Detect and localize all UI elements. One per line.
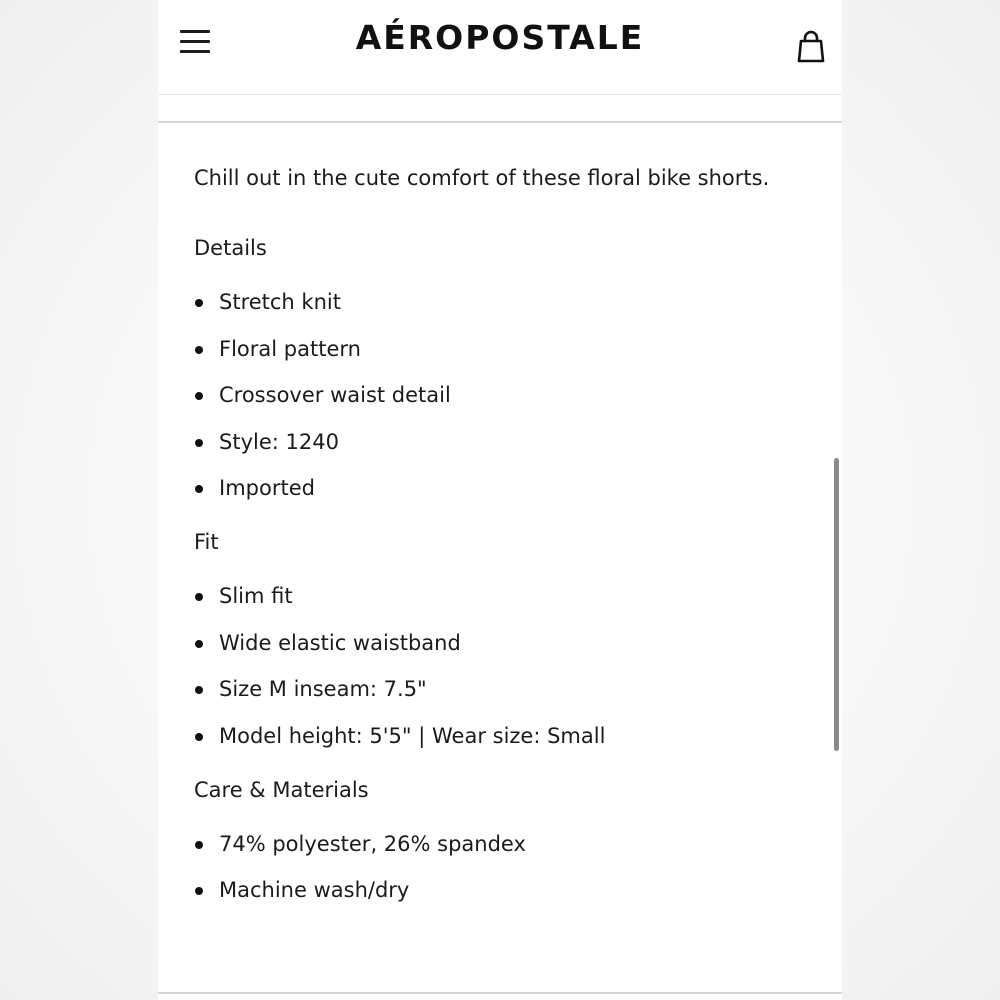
description-intro: Chill out in the cute comfort of these floral bike shorts.	[194, 166, 770, 190]
list-item: Model height: 5'5" | Wear size: Small	[194, 721, 814, 751]
care-materials-list	[194, 829, 814, 906]
fit-list	[194, 581, 814, 751]
list-item: 74% polyester, 26% spandex	[194, 829, 814, 859]
details-list	[194, 287, 814, 503]
list-item: Wide elastic waistband	[194, 628, 814, 658]
fit-heading: Fit	[194, 530, 219, 554]
list-item: Slim fit	[194, 581, 814, 611]
site-header	[158, 0, 842, 95]
product-description	[194, 163, 814, 922]
shopping-bag-icon[interactable]	[796, 30, 826, 64]
list-item: Imported	[194, 473, 814, 503]
brand-logo[interactable]: AÉROPOSTALE	[355, 18, 645, 57]
care-materials-heading: Care & Materials	[194, 777, 369, 802]
list-item: Stretch knit	[194, 287, 814, 317]
mobile-screen	[158, 0, 842, 1000]
list-item: Style: 1240	[194, 427, 814, 457]
scrollbar[interactable]	[834, 458, 839, 751]
list-item: Floral pattern	[194, 334, 814, 364]
shopping-bag-icon-svg	[796, 30, 826, 64]
list-item: Machine wash/dry	[194, 875, 814, 905]
list-item: Crossover waist detail	[194, 380, 814, 410]
details-heading: Details	[194, 236, 267, 260]
section-divider	[158, 992, 842, 994]
section-divider	[158, 121, 842, 123]
list-item: Size M inseam: 7.5"	[194, 674, 814, 704]
